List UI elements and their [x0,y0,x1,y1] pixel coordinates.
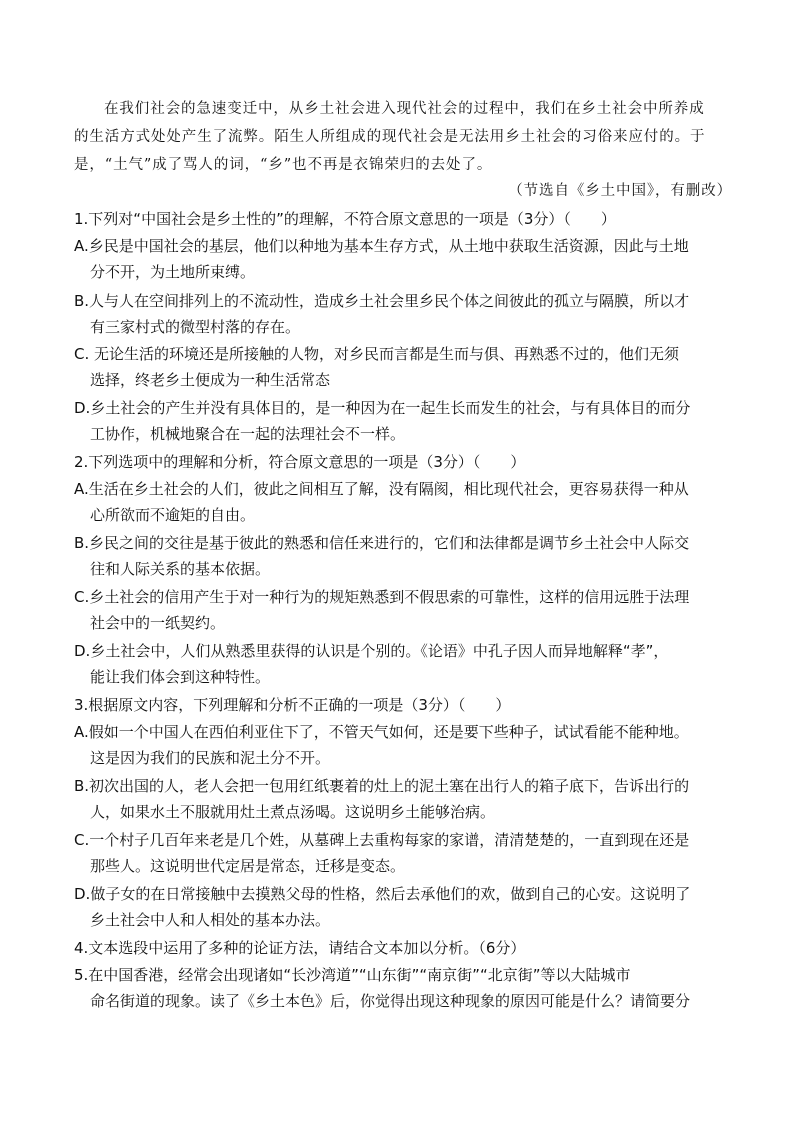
option-line: A.乡民是中国社会的基层，他们以种地为基本生存方式，从土地中获取生活资源，因此与土地 [74,237,689,255]
option-line: 心所欲而不逾矩的自由。 [90,506,256,524]
option-line: 选择，终老乡土便成为一种生活常态 [90,371,331,389]
option-line: B.乡民之间的交往是基于彼此的熟悉和信任来进行的，它们和法律都是调节乡土社会中人际交 [74,534,690,552]
option-line: B.初次出国的人，老人会把一包用红纸裹着的灶上的泥土塞在出行人的箱子底下，告诉出行的 [74,777,690,795]
passage-source: （节选自《乡土中国》，有删改） [508,183,732,199]
option-line: C.乡土社会的信用产生于对一种行为的规矩熟悉到不假思索的可靠性，这样的信用远胜于法理 [74,588,690,606]
option-line: 有三家村式的微型村落的存在。 [90,318,301,336]
question-3-option-a [74,719,734,771]
question-1-stem: 1.下列对“中国社会是乡土性的”的理解，不符合原文意思的一项是（3分）（ ） [74,210,616,228]
option-line: D.乡土社会的产生并没有具体目的，是一种因为在一起生长而发生的社会，与有具体目的而分 [74,399,691,417]
question-1-option-c [74,341,734,393]
question-1-option-b [74,288,734,340]
question-2-option-a [74,476,734,528]
question-2-option-c [74,584,734,636]
option-line: 这是因为我们的民族和泥土分不开。 [90,749,331,767]
question-3-stem: 3.根据原文内容，下列理解和分析不正确的一项是（3分）（ ） [74,696,511,714]
option-line: D.乡土社会中，人们从熟悉里获得的认识是个别的。《论语》中孔子因人而异地解释“孝”， [74,642,669,660]
option-line: A.假如一个中国人在西伯利亚住下了，不管天气如何，还是要下些种子，试试看能不能种地。 [74,723,689,741]
passage-line-3: 是，“土气”成了骂人的词，“乡”也不再是衣锦荣归的去处了。 [74,157,493,173]
option-line: 人，如果水土不服就用灶土煮点汤喝。这说明乡土能够治病。 [90,803,496,821]
option-line: 能让我们体会到这种特性。 [90,668,271,686]
question-2-stem: 2.下列选项中的理解和分析，符合原文意思的一项是（3分）（ ） [74,453,526,471]
question-1-option-d [74,395,734,447]
passage-line-2: 的生活方式处处产生了流弊。陌生人所组成的现代社会是无法用乡土社会的习俗来应付的。于 [74,129,706,145]
question-3-option-c [74,827,734,879]
question-2-option-d [74,638,734,690]
passage-line-1: 在我们社会的急速变迁中，从乡土社会进入现代社会的过程中，我们在乡土社会中所养成 [104,101,705,117]
option-line: 社会中的一纸契约。 [90,614,226,632]
option-line: D.做子女的在日常接触中去摸熟父母的性格，然后去承他们的欢，做到自己的心安。这说明了 [74,885,691,903]
option-line: 乡土社会中人和人相处的基本办法。 [90,911,331,929]
question-2-option-b [74,530,734,582]
option-line: 往和人际关系的基本依据。 [90,560,271,578]
question-4-stem: 4.文本选段中运用了多种的论证方法，请结合文本加以分析。（6分） [74,939,526,957]
question-3-option-d [74,881,734,933]
option-line: 工协作，机械地聚合在一起的法理社会不一样。 [90,425,406,443]
option-line: 分不开，为土地所束缚。 [90,263,256,281]
option-line: 那些人。这说明世代定居是常态，迁移是变态。 [90,857,406,875]
option-line: A.生活在乡土社会的人们，彼此之间相互了解，没有隔阂，相比现代社会，更容易获得一种从 [74,480,689,498]
option-line: C. 无论生活的环境还是所接触的人物，对乡民而言都是生而与俱、再熟悉不过的，他们无须 [74,345,680,363]
option-line: C.一个村子几百年来老是几个姓，从墓碑上去重构每家的家谱，清清楚楚的，一直到现在还是 [74,831,690,849]
option-line: 命名街道的现象。读了《乡土本色》后，你觉得出现这种现象的原因可能是什么？请简要分 [90,992,691,1010]
option-line: B.人与人在空间排列上的不流动性，造成乡土社会里乡民个体之间彼此的孤立与隔膜，所以才 [74,292,690,310]
question-1-option-a [74,233,734,285]
question-5-stem: 5.在中国香港，经常会出现诸如“长沙湾道”“山东街”“南京街”“北京街”等以大陆城市 [74,966,631,984]
question-5-continuation [74,988,734,1014]
question-3-option-b [74,773,734,825]
